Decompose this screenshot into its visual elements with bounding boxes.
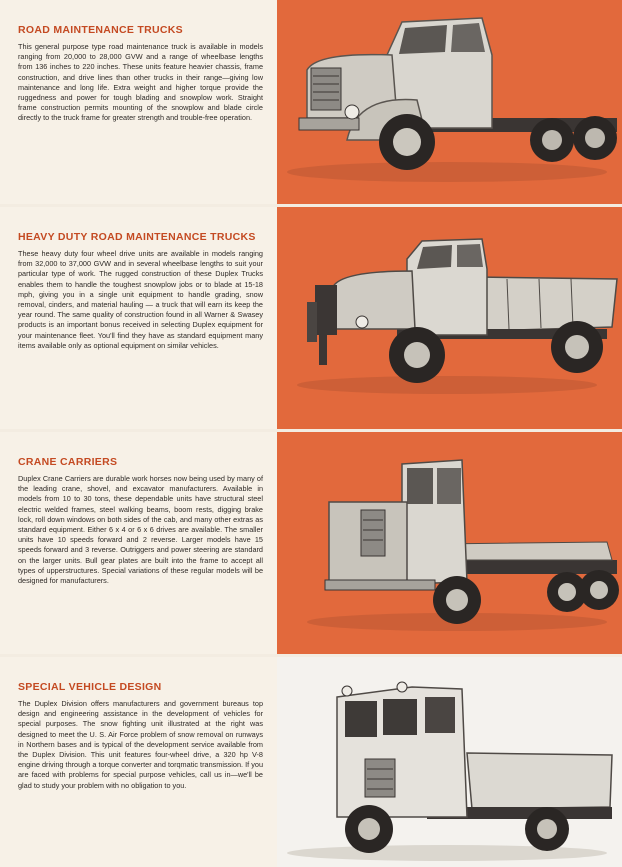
section-heading: SPECIAL VEHICLE DESIGN [18,681,162,693]
snow-fighting-vehicle-image [277,657,622,867]
section-body: These heavy duty four wheel drive units are available in models ranging from 32,000 to 37,000 GVW and in several wheelbase lengths to suit your particular type of work. The rugged construction of these Duplex Trucks enables them to handle the toughest snowplow jobs or to blade at 15-18 mph, giving you in a single unit equipment to handle grading, snow removal, cinders, and material hauling — a truck that will earn its keep the year round. The same quality of construction found in all Warner & Swasey products is an important bonus received in selecting Duplex equipment for your maintenance fleet. You'll find they have as standard equipment many items available only as optional equipment on similar vehicles. [18,249,263,350]
dump-truck-image [277,207,622,429]
photo-panel [277,657,622,867]
photo-panel [277,0,622,204]
section-heading: CRANE CARRIERS [18,456,118,468]
section-text [0,207,277,429]
section-body: This general purpose type road maintenance truck is available in models ranging from 20,000 to 28,000 GVW and a range of wheelbase lengths from 136 inches to 220 inches. These units feature heavier chassis, frame construction, and drive lines than other trucks in their range—giving low maintenance and long life. Extra weight and higher torque provide the ruggedness and power for tough blading and snowplow work. Straight frame construction permits mounting of the snowplow and blade circle directly to the truck frame for greater strength and trouble-free operation. [18,42,263,123]
section-text [0,657,277,867]
section-heading: ROAD MAINTENANCE TRUCKS [18,24,183,36]
section-heading: HEAVY DUTY ROAD MAINTENANCE TRUCKS [18,231,256,243]
section-road-maintenance [0,0,622,204]
section-text [0,432,277,654]
section-body: The Duplex Division offers manufacturers and government bureaus top design and engineering assistance in the development of vehicles for special purposes. The snow fighting unit illustrated at the right was designed to meet the U. S. Air Force problem of snow removal on runways in Northern bases and is typical of the development service available from the Duplex Division. This unit features four-wheel drive, a 320 hp V-8 engine driving through a torque converter and torqmatic transmission. If you are faced with problems for special purpose vehicles, call us in—we'll be glad to study your problem with no obligation to you. [18,699,263,790]
section-heavy-duty [0,207,622,429]
section-body: Duplex Crane Carriers are durable work horses now being used by many of the leading crane, shovel, and excavator manufacturers. Available in models from 10 to 30 tons, these dependable units have structural steel electric welded frames, steel walking beams, boom rests, digging brake lock, roll down windows on both sides of the cab, and many other extras as standard equipment. Either 6 x 4 or 6 x 6 drives are available. The smaller units have 10 speeds forward and 2 reverse. Larger models have 15 speeds forward and 3 reverse. Outriggers and power steering are standard on the larger units. Bull gear plates are built into the frame to accept all types of upperstructures. Special variations of these regular models will be designed for manufacturers. [18,474,263,586]
crane-carrier-image [277,432,622,654]
section-special-vehicle [0,657,622,867]
section-text [0,0,277,204]
photo-panel [277,432,622,654]
road-maintenance-truck-image [277,0,622,204]
photo-panel [277,207,622,429]
section-crane-carriers [0,432,622,654]
